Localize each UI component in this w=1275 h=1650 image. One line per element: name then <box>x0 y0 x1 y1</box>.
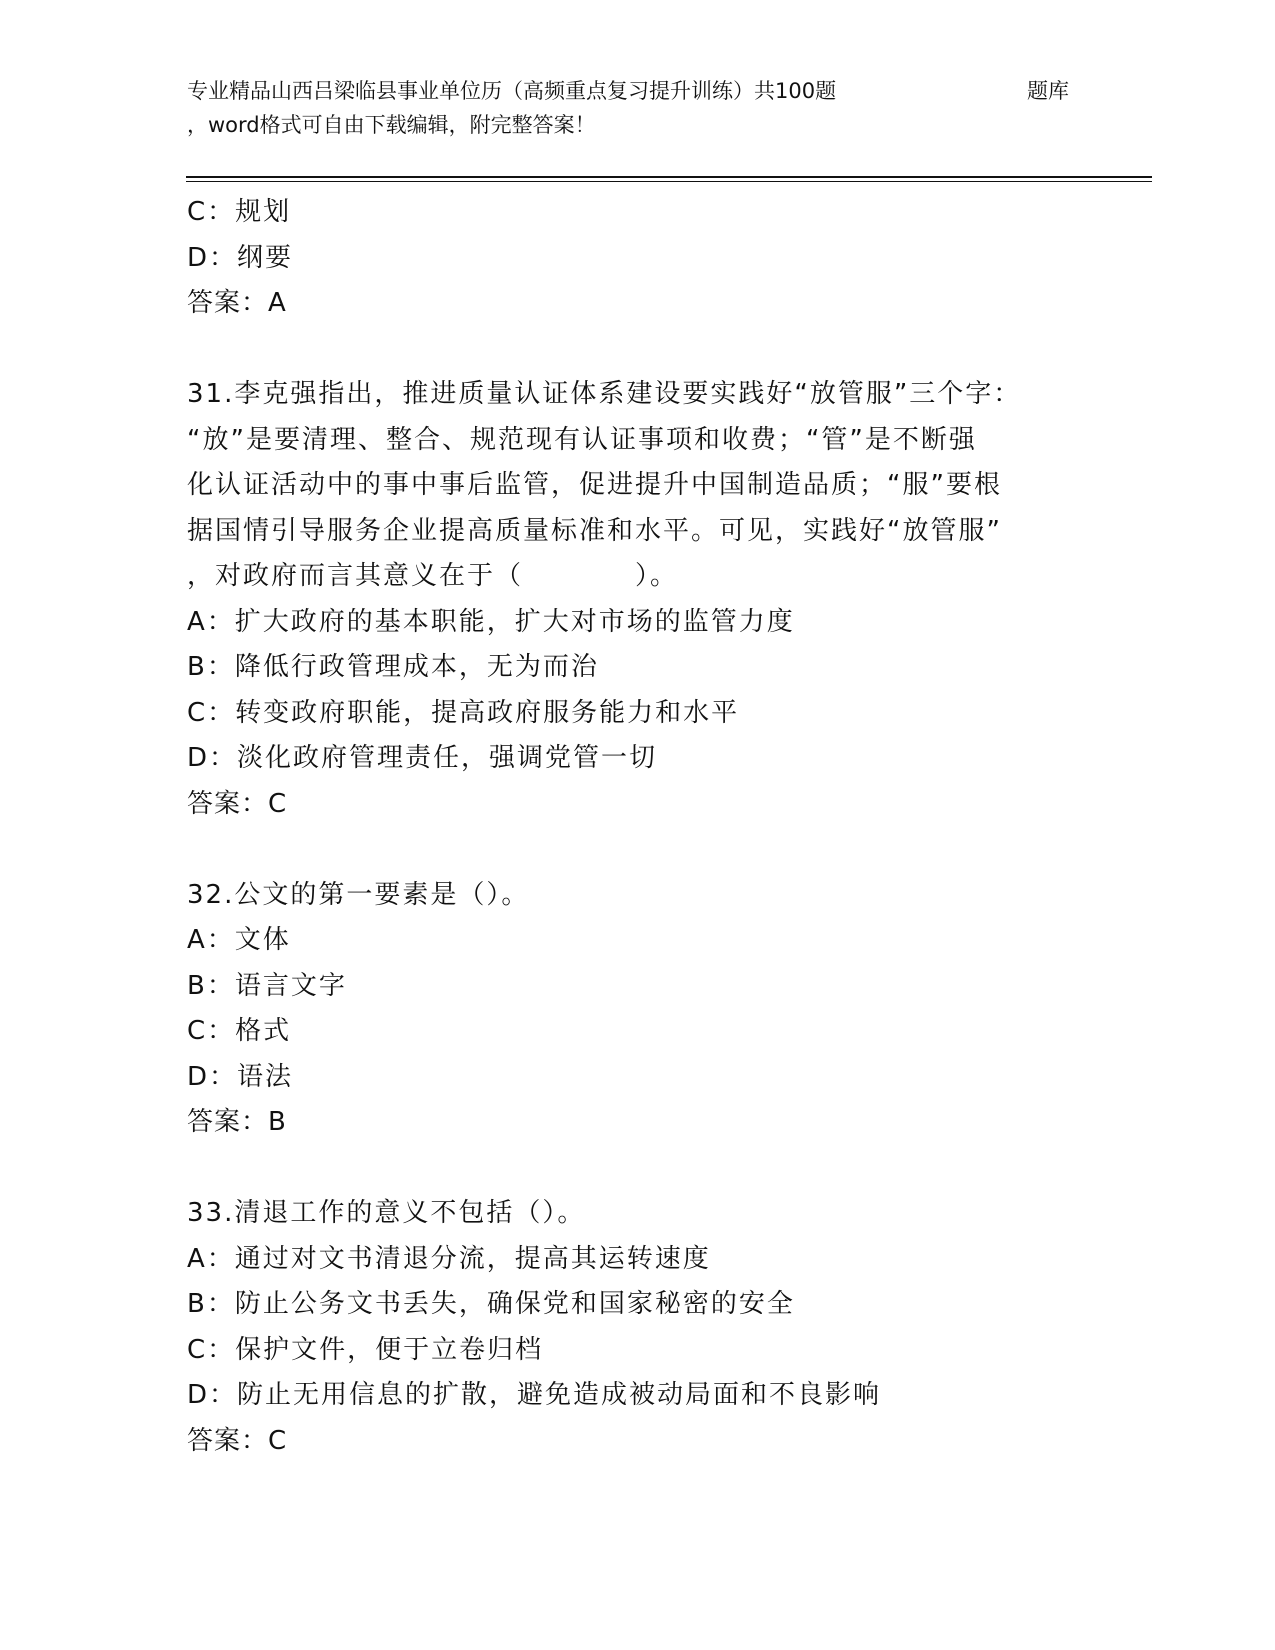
option-c: C：保护文件，便于立卷归档 <box>187 1334 544 1365</box>
header-title-row <box>187 74 1087 108</box>
option-d: D：淡化政府管理责任，强调党管一切 <box>187 743 658 773</box>
option-a: A：通过对文书清退分流，提高其运转速度 <box>187 1243 711 1274</box>
option-d: D：防止无用信息的扩散，避免造成被动局面和不良影响 <box>187 1380 882 1410</box>
question-list <box>187 190 1087 1464</box>
question-text-line: 33.清退工作的意义不包括（）。 <box>187 1198 586 1228</box>
spacer <box>187 1146 1087 1192</box>
spacer <box>187 327 1087 373</box>
header-divider-thin <box>186 181 1152 182</box>
question-text-line: 化认证活动中的事中事后监管，促进提升中国制造品质；“服”要根 <box>187 470 1002 500</box>
answer: 答案：C <box>187 788 288 819</box>
header-subtitle: ，word格式可自由下载编辑，附完整答案！ <box>187 113 596 137</box>
answer: 答案：C <box>187 1425 288 1456</box>
option-b: B：语言文字 <box>187 970 347 1001</box>
option-d: D：纲要 <box>187 242 294 273</box>
question-32 <box>187 873 1087 1146</box>
option-b: B：降低行政管理成本，无为而治 <box>187 652 599 682</box>
page-header <box>187 74 1087 142</box>
option-a: A：扩大政府的基本职能，扩大对市场的监管力度 <box>187 606 795 637</box>
question-text-line: 32.公文的第一要素是（）。 <box>187 879 530 910</box>
question-text-line: 31.李克强指出，推进质量认证体系建设要实践好“放管服”三个字： <box>187 379 1022 409</box>
option-c: C：格式 <box>187 1016 292 1046</box>
question-text-line: ，对政府而言其意义在于（ ）。 <box>187 561 679 591</box>
option-c: C：规划 <box>187 197 292 227</box>
answer: 答案：A <box>187 288 287 318</box>
option-a: A：文体 <box>187 925 291 955</box>
prev-question <box>187 190 1087 327</box>
question-text-line: 据国情引导服务企业提高质量标准和水平。可见，实践好“放管服” <box>187 515 1002 546</box>
option-d: D：语法 <box>187 1061 294 1092</box>
question-31 <box>187 372 1087 827</box>
question-text-line: “放”是要清理、整合、规范现有认证事项和收费；“管”是不断强 <box>187 424 977 455</box>
option-b: B：防止公务文书丢失，确保党和国家秘密的安全 <box>187 1289 795 1319</box>
header-divider <box>186 176 1152 178</box>
header-tag: 题库 <box>1027 79 1069 103</box>
option-c: C：转变政府职能，提高政府服务能力和水平 <box>187 697 740 728</box>
question-33 <box>187 1191 1087 1464</box>
answer: 答案：B <box>187 1107 287 1137</box>
header-title: 专业精品山西吕梁临县事业单位历（高频重点复习提升训练）共100题 <box>187 79 837 103</box>
spacer <box>187 827 1087 873</box>
